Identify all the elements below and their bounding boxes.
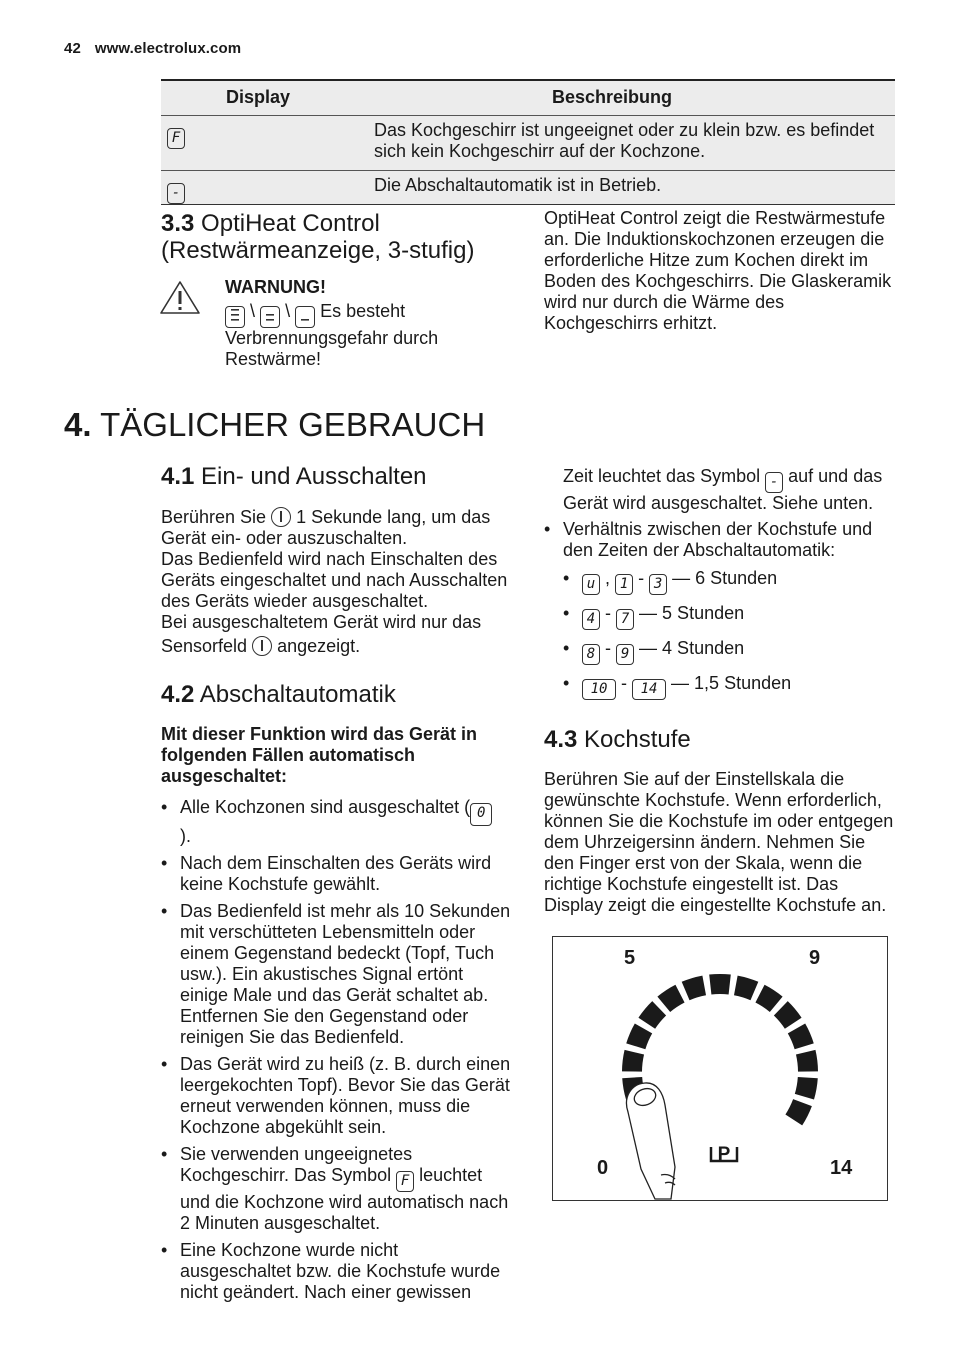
website: www.electrolux.com [94,40,242,57]
residual-heat-high-icon [225,306,245,328]
section-3-3-title: 3.3 OptiHeat Control (Restwärmeanzeige, 3-stufig) [161,210,475,264]
residual-heat-mid-icon [260,306,280,328]
left-column: 4.1 Ein- und Ausschalten Berühren Sie 1 Sekunde lang, um das Gerät ein- oder auszuschalten. Das Bedienfeld wird nach Einschalten des Geräts eingeschaltet und nach Ausschalten des Geräts wieder ausgeschaltet. Bei ausgeschaltetem Gerät wird nur das Sensorfeld angezeigt. 4.2 Abschaltautomatik Mit dieser Funktion wird das Gerät in folgenden Fällen automatisch ausgeschaltet: • Alle Kochzonen sind ausgeschaltet ( 0 ). • Nach dem Einschalten des Geräts wird keine Kochstufe gewählt. • Das Bedienfeld ist mehr als 10 Sekunden mit verschütteten Lebensmitteln oder einem Gegenstand bedeckt (Topf, Tuch usw.). Ein akustisches Signal ertönt einige Male und das Gerät schaltet ab. Entfernen Sie den Gegenstand oder reinigen Sie das Bedienfeld. • Das Gerät wird zu heiß (z. B. durch einen leergekochten Topf). Bevor Sie das Gerät erneut verwenden können, muss die Kochzone abgekühlt sein. • Sie verwenden ungeeignetes Kochgeschirr. Das Symbol F leuchtet und die Kochzone wird automatisch nach 2 Minuten ausgeschaltet. • Eine Kochzone wurde nicht ausgeschaltet bzw. die Kochstufe wurde nicht geändert. Nach einer gewissen [161,463,513,1309]
section-4-1-title: 4.1 Ein- und Ausschalten [161,463,427,490]
section-3-3-body: OptiHeat Control zeigt die Restwärmestufe an. Die Induktionskochzonen erzeugen die erforderliche Hitze zum Kochen direkt im Boden des Kochgeschirrs. Die Glaskeramik wird nur durch die Wärme des Kochgeschirrs erhitzt. [544,208,892,333]
p-key-label: P [717,1144,731,1165]
level-row: • 4 - 7 — 5 Stunden [563,603,894,630]
p-key-icon [711,1144,737,1165]
dial-segment [710,984,729,985]
section-4-3-body: Berühren Sie auf der Einstellskala die gewünschte Kochstufe. Wenn erforderlich, können Sie die Kochstufe im oder entgegen dem Uhrzeigersinn ändern. Nehmen Sie den Finger erst von der Skala, wenn die richtige Kochstufe eingestellt ist. Das Display zeigt die eingestellte Kochstufe an. [544,769,894,915]
dial-segment [794,1103,803,1120]
dial-segment [736,985,755,991]
page-number: 42 [64,40,81,57]
list-item: • Alle Kochzonen sind ausgeschaltet ( 0 ). [161,797,513,847]
level-time-list [563,568,894,700]
dial-segment [781,1008,793,1023]
chapter-title: 4. TÄGLICHER GEBRAUCH [64,406,486,443]
right-column: Zeit leuchtet das Symbol - auf und das Gerät wird ausgeschaltet. Siehe unten. • Verhältnis zwischen der Kochstufe und den Zeiten der Abschaltautomatik: • u , 1 - 3 — 6 Stunden • 4 - 7 — 5 Stunden • 8 - 9 — 4 Stunden • 10 - 14 — 1,5 Stunden 4.3 Kochstufe Berühren Sie auf der Einstellskala die gewünschte Kochstufe. Wenn erforderlich, können Sie die Kochstufe im oder entgegen dem Uhrzeigersinn ändern. Nehmen Sie den Finger erst von der Skala, wenn die richtige Kochstufe eingestellt ist. Das Display zeigt die eingestellte Kochstufe an. [544,466,894,916]
list-item: • Das Gerät wird zu heiß (z. B. durch einen leergekochten Topf). Bevor Sie das Gerät erneut verwenden können, muss die Kochzone abgekühlt sein. [161,1054,513,1138]
power-icon [271,507,291,527]
level-row: • 8 - 9 — 4 Stunden [563,638,894,665]
dial-segment [797,1028,805,1046]
slider-dial-illustration [553,937,887,1200]
table-header [161,81,895,115]
dial-segment [636,1028,644,1046]
table-row [161,170,895,204]
dial-segment [647,1008,659,1023]
dial-segment [804,1078,807,1097]
shutdown-list [161,797,513,1303]
list-item: • Das Bedienfeld ist mehr als 10 Sekunden mit verschütteten Lebensmitteln oder einem Gegenstand bedeckt (Topf, Tuch usw.). Ein akustisches Signal ertönt einige Male und das Gerät schaltet ab. Entfernen Sie den Gegenstand oder reinigen Sie das Bedienfeld. [161,901,513,1048]
warning-icon [159,280,201,316]
row-description: Das Kochgeschirr ist ungeeignet oder zu klein bzw. es befindet sich kein Kochgeschirr auf der Kochzone. [374,120,875,161]
row-description: Die Abschaltautomatik ist in Betrieb. [374,175,662,195]
level-row: • u , 1 - 3 — 6 Stunden [563,568,894,595]
warning-text: Es besteht Verbrennungsgefahr durch Restwärme! [225,301,439,369]
col-display: Display [226,87,291,107]
section-4-2-intro: Mit dieser Funktion wird das Gerät in folgenden Fällen automatisch ausgeschaltet: [161,724,478,786]
f-symbol-icon: F [396,1171,414,1192]
dial-segment [686,985,705,991]
cooking-level-dial-figure [552,936,888,1201]
dial-label-5: 5 [624,947,636,969]
residual-heat-low-icon [295,306,315,328]
display-table [161,79,895,205]
list-item: • Verhältnis zwischen der Kochstufe und den Zeiten der Abschaltautomatik: [544,519,894,561]
dash-symbol-icon: - [765,472,783,493]
table-row [161,115,895,170]
level-row: • 10 - 14 — 1,5 Stunden [563,673,894,700]
dial-label-0: 0 [597,1157,609,1179]
zero-symbol-icon: 0 [470,803,492,826]
dash-symbol-icon: - [167,183,185,204]
page-header [64,38,241,59]
dial-label-9: 9 [809,947,821,969]
warning-label: WARNUNG! [225,277,326,297]
dial-segment [760,994,776,1005]
dial-segment [632,1052,634,1071]
section-4-3-title: 4.3 Kochstufe [544,726,691,753]
list-item: • Eine Kochzone wurde nicht ausgeschaltet bzw. die Kochstufe wurde nicht geändert. Nach einer gewissen [161,1240,513,1303]
warning-block: WARNUNG! \ \ Es besteht Verbrennungsgefahr durch Restwärme! [225,277,515,370]
dial-segment [664,994,680,1005]
col-description: Beschreibung [552,87,673,107]
dial-label-14: 14 [830,1157,853,1179]
list-item: • Nach dem Einschalten des Geräts wird keine Kochstufe gewählt. [161,853,513,895]
f-symbol-icon: F [167,128,185,149]
list-item: • Sie verwenden ungeeignetes Kochgeschirr. Das Symbol F leuchtet und die Kochzone wird automatisch nach 2 Minuten ausgeschaltet. [161,1144,513,1234]
power-icon [252,636,272,656]
section-4-2-title: 4.2 Abschaltautomatik [161,681,396,708]
dial-segment [806,1052,808,1071]
